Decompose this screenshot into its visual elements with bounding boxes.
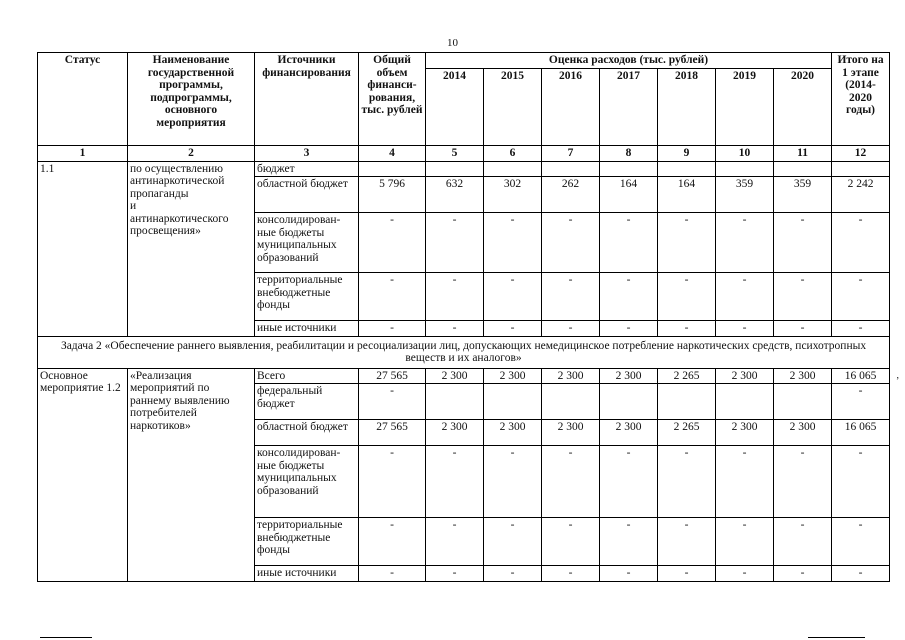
value-cell: - — [832, 518, 890, 566]
value-cell: - — [716, 273, 774, 321]
value-cell: - — [542, 273, 600, 321]
funding-source-cell: областной бюджет — [255, 177, 359, 213]
value-cell: 2 265 — [658, 368, 716, 384]
header-total-volume: Общий объем финанси-рования, тыс. рублей — [359, 53, 426, 146]
value-cell: 2 300 — [774, 368, 832, 384]
value-cell: - — [774, 273, 832, 321]
value-cell — [716, 384, 774, 420]
value-cell: - — [600, 213, 658, 273]
funding-source-cell: консолидирован-ные бюджеты муниципальных образований — [255, 213, 359, 273]
header-stage-total: Итого на 1 этапе (2014-2020 годы) — [832, 53, 890, 146]
funding-source-cell: территориальные внебюджетные фонды — [255, 273, 359, 321]
funding-source-cell: иные источники — [255, 321, 359, 337]
funding-source-cell: иные источники — [255, 566, 359, 582]
value-cell: - — [542, 566, 600, 582]
value-cell: 359 — [716, 177, 774, 213]
header-year: 2018 — [658, 69, 716, 146]
column-number: 5 — [426, 146, 484, 162]
funding-source-cell: консолидирован-ные бюджеты муниципальных образований — [255, 446, 359, 518]
table-header — [38, 53, 890, 162]
value-cell: 2 300 — [716, 368, 774, 384]
value-cell: - — [426, 273, 484, 321]
program-name-cell: «Реализация мероприятий по раннему выявлению потребителей наркотиков» — [128, 368, 255, 582]
value-cell: 27 565 — [359, 420, 426, 446]
value-cell — [832, 161, 890, 177]
program-name-cell: по осуществлению антинаркотической пропаганды и антинаркотического просвещения» — [128, 161, 255, 336]
value-cell: 2 300 — [600, 420, 658, 446]
column-number: 10 — [716, 146, 774, 162]
status-cell: 1.1 — [38, 161, 128, 336]
value-cell: - — [658, 446, 716, 518]
value-cell: 2 300 — [542, 368, 600, 384]
funding-source-cell: областной бюджет — [255, 420, 359, 446]
value-cell: - — [716, 213, 774, 273]
value-cell: - — [426, 566, 484, 582]
value-cell: 2 300 — [774, 420, 832, 446]
value-cell — [658, 384, 716, 420]
value-cell: - — [359, 384, 426, 420]
value-cell: - — [774, 566, 832, 582]
value-cell: - — [774, 446, 832, 518]
value-cell: - — [484, 321, 542, 337]
value-cell: - — [774, 321, 832, 337]
header-funding-source: Источники финансирования — [255, 53, 359, 146]
value-cell: - — [832, 384, 890, 420]
value-cell — [484, 161, 542, 177]
value-cell: - — [716, 566, 774, 582]
table-row — [38, 161, 890, 177]
header-year: 2015 — [484, 69, 542, 146]
value-cell: - — [832, 446, 890, 518]
funding-source-cell: федеральный бюджет — [255, 384, 359, 420]
funding-source-cell: территориальные внебюджетные фонды — [255, 518, 359, 566]
value-cell: 164 — [658, 177, 716, 213]
value-cell: - — [832, 213, 890, 273]
funding-source-cell: Всего — [255, 368, 359, 384]
value-cell: - — [426, 446, 484, 518]
header-year: 2014 — [426, 69, 484, 146]
column-number-row — [38, 146, 890, 162]
value-cell — [542, 161, 600, 177]
value-cell: 302 — [484, 177, 542, 213]
value-cell: - — [542, 518, 600, 566]
header-year: 2017 — [600, 69, 658, 146]
scan-mark: , — [896, 370, 899, 381]
task-2-title: Задача 2 «Обеспечение раннего выявления, реабилитации и ресоциализации лиц, допускающих немедицинское потребление наркотических средств, психотропных веществ и их аналогов» — [38, 336, 890, 368]
value-cell: - — [426, 213, 484, 273]
value-cell — [426, 384, 484, 420]
value-cell: - — [716, 321, 774, 337]
value-cell: - — [359, 213, 426, 273]
value-cell: 2 242 — [832, 177, 890, 213]
value-cell: 5 796 — [359, 177, 426, 213]
value-cell: - — [832, 321, 890, 337]
column-number: 4 — [359, 146, 426, 162]
value-cell: - — [359, 321, 426, 337]
value-cell: 2 300 — [484, 420, 542, 446]
value-cell: - — [658, 566, 716, 582]
value-cell: 2 300 — [484, 368, 542, 384]
value-cell — [774, 161, 832, 177]
value-cell: - — [658, 518, 716, 566]
value-cell: - — [542, 446, 600, 518]
value-cell: - — [484, 518, 542, 566]
value-cell: 16 065 — [832, 420, 890, 446]
value-cell: - — [600, 566, 658, 582]
value-cell: - — [658, 273, 716, 321]
value-cell: - — [426, 321, 484, 337]
header-year: 2019 — [716, 69, 774, 146]
value-cell: 632 — [426, 177, 484, 213]
value-cell: 16 065 — [832, 368, 890, 384]
value-cell: - — [359, 518, 426, 566]
value-cell: - — [542, 213, 600, 273]
page-number: 10 — [447, 37, 458, 49]
value-cell: - — [716, 446, 774, 518]
header-year: 2020 — [774, 69, 832, 146]
value-cell — [600, 384, 658, 420]
column-number: 6 — [484, 146, 542, 162]
column-number: 11 — [774, 146, 832, 162]
column-number: 3 — [255, 146, 359, 162]
scan-edge-line — [40, 637, 92, 638]
value-cell — [600, 161, 658, 177]
value-cell: - — [600, 446, 658, 518]
value-cell: 2 300 — [600, 368, 658, 384]
scan-edge-line — [808, 637, 865, 638]
block-1-1 — [38, 161, 890, 336]
value-cell: 2 265 — [658, 420, 716, 446]
column-number: 1 — [38, 146, 128, 162]
value-cell: - — [658, 213, 716, 273]
value-cell — [716, 161, 774, 177]
value-cell: - — [832, 566, 890, 582]
value-cell: - — [600, 321, 658, 337]
value-cell: 2 300 — [542, 420, 600, 446]
value-cell — [774, 384, 832, 420]
value-cell: 2 300 — [716, 420, 774, 446]
value-cell: - — [359, 566, 426, 582]
value-cell: - — [832, 273, 890, 321]
column-number: 9 — [658, 146, 716, 162]
value-cell: - — [359, 273, 426, 321]
value-cell: 27 565 — [359, 368, 426, 384]
column-number: 12 — [832, 146, 890, 162]
value-cell: 164 — [600, 177, 658, 213]
value-cell: - — [774, 213, 832, 273]
budget-table — [37, 52, 890, 582]
table-row — [38, 368, 890, 384]
value-cell: - — [716, 518, 774, 566]
value-cell: - — [484, 566, 542, 582]
value-cell: - — [600, 273, 658, 321]
column-number: 2 — [128, 146, 255, 162]
value-cell: - — [542, 321, 600, 337]
column-number: 8 — [600, 146, 658, 162]
value-cell: 359 — [774, 177, 832, 213]
value-cell: - — [484, 273, 542, 321]
value-cell: - — [658, 321, 716, 337]
value-cell: - — [484, 213, 542, 273]
column-number: 7 — [542, 146, 600, 162]
value-cell — [426, 161, 484, 177]
header-year: 2016 — [542, 69, 600, 146]
value-cell — [359, 161, 426, 177]
value-cell: 2 300 — [426, 368, 484, 384]
value-cell: - — [426, 518, 484, 566]
value-cell — [542, 384, 600, 420]
value-cell — [658, 161, 716, 177]
value-cell: - — [600, 518, 658, 566]
header-program-name: Наименование государственной программы, подпрограммы, основного мероприятия — [128, 53, 255, 146]
value-cell: - — [359, 446, 426, 518]
header-expense-estimate: Оценка расходов (тыс. рублей) — [426, 53, 832, 69]
value-cell: 262 — [542, 177, 600, 213]
funding-source-cell: бюджет — [255, 161, 359, 177]
header-status: Статус — [38, 53, 128, 146]
value-cell: - — [484, 446, 542, 518]
task-2-section — [38, 336, 890, 368]
value-cell: - — [774, 518, 832, 566]
block-main-event-1-2 — [38, 368, 890, 582]
value-cell — [484, 384, 542, 420]
status-cell: Основное мероприятие 1.2 — [38, 368, 128, 582]
value-cell: 2 300 — [426, 420, 484, 446]
